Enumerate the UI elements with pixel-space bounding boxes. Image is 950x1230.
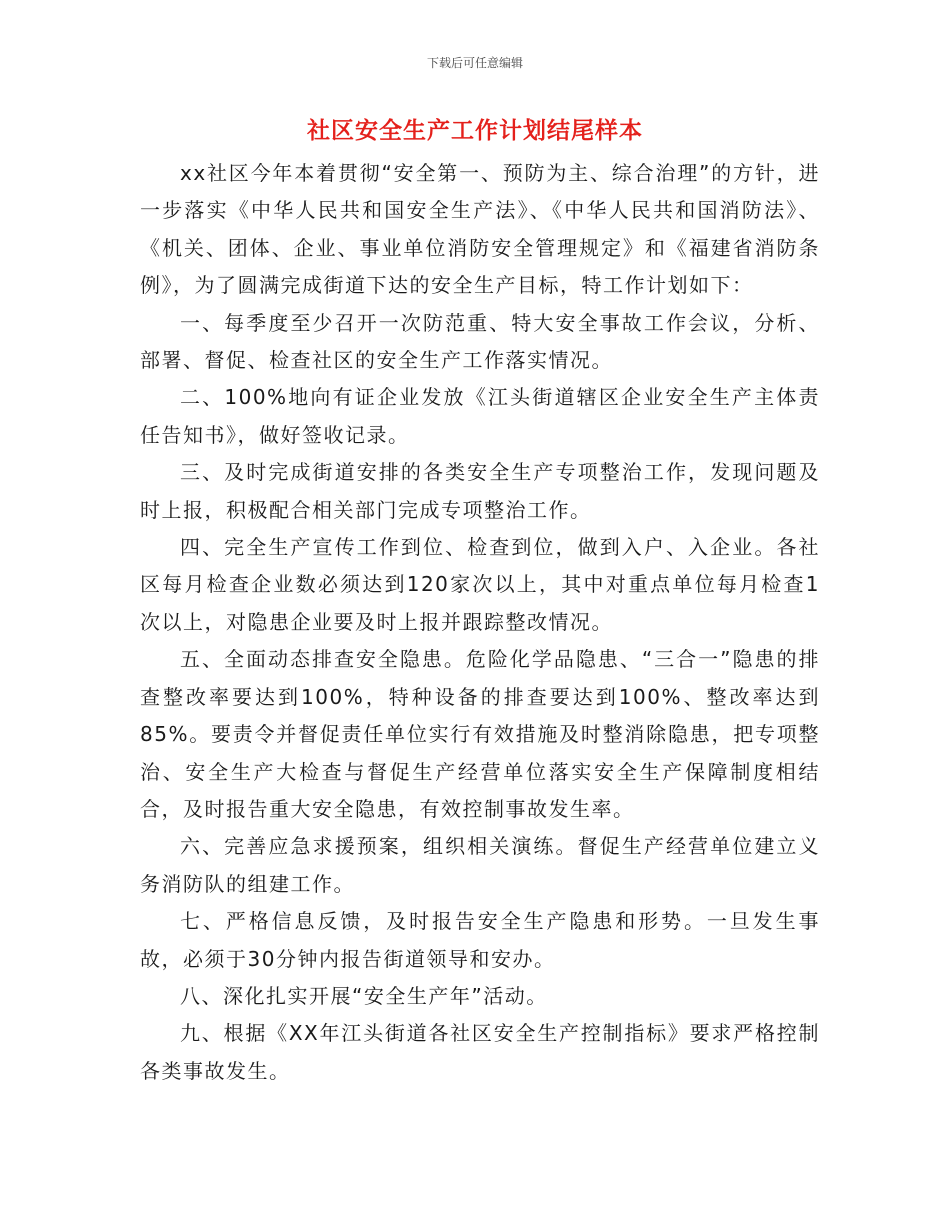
paragraph-item-7: 七、严格信息反馈，及时报告安全生产隐患和形势。一旦发生事故，必须于30分钟内报告街道领导和安办。 [140, 909, 820, 971]
page-header: 下载后可任意编辑 [426, 56, 523, 70]
paragraph-item-6: 六、完善应急求援预案，组织相关演练。督促生产经营单位建立义务消防队的组建工作。 [140, 834, 820, 896]
paragraph-item-8: 八、深化扎实开展“安全生产年”活动。 [180, 983, 548, 1008]
document-body [140, 155, 820, 1090]
paragraph-intro: xx社区今年本着贯彻“安全第一、预防为主、综合治理”的方针，进一步落实《中华人民共和国安全生产法》、《中华人民共和国消防法》、《机关、团体、企业、事业单位消防安全管理规定》和《福建省消防条例》，为了圆满完成街道下达的安全生产目标，特工作计划如下： [140, 161, 820, 298]
paragraph-item-1: 一、每季度至少召开一次防范重、特大安全事故工作会议，分析、部署、督促、检查社区的安全生产工作落实情况。 [140, 310, 820, 373]
document-title: 社区安全生产工作计划结尾样本 [307, 118, 643, 144]
paragraph-item-2: 二、100%地向有证企业发放《江头街道辖区企业安全生产主体责任告知书》，做好签收记录。 [140, 385, 820, 447]
paragraph-item-5: 五、全面动态排查安全隐患。危险化学品隐患、“三合一”隐患的排查整改率要达到100%，特种设备的排查要达到100%、整改率达到85%。要责令并督促责任单位实行有效措施及时整消除隐患，把专项整治、安全生产大检查与督促生产经营单位落实安全生产保障制度相结合，及时报告重大安全隐患，有效控制事故发生率。 [140, 647, 820, 821]
paragraph-item-9: 九、根据《XX年江头街道各社区安全生产控制指标》要求严格控制各类事故发生。 [140, 1021, 820, 1083]
paragraph-item-3: 三、及时完成街道安排的各类安全生产专项整治工作，发现问题及时上报，积极配合相关部门完成专项整治工作。 [140, 460, 820, 522]
paragraph-item-4: 四、完全生产宣传工作到位、检查到位，做到入户、入企业。各社区每月检查企业数必须达到120家次以上，其中对重点单位每月检查1次以上，对隐患企业要及时上报并跟踪整改情况。 [140, 535, 820, 634]
